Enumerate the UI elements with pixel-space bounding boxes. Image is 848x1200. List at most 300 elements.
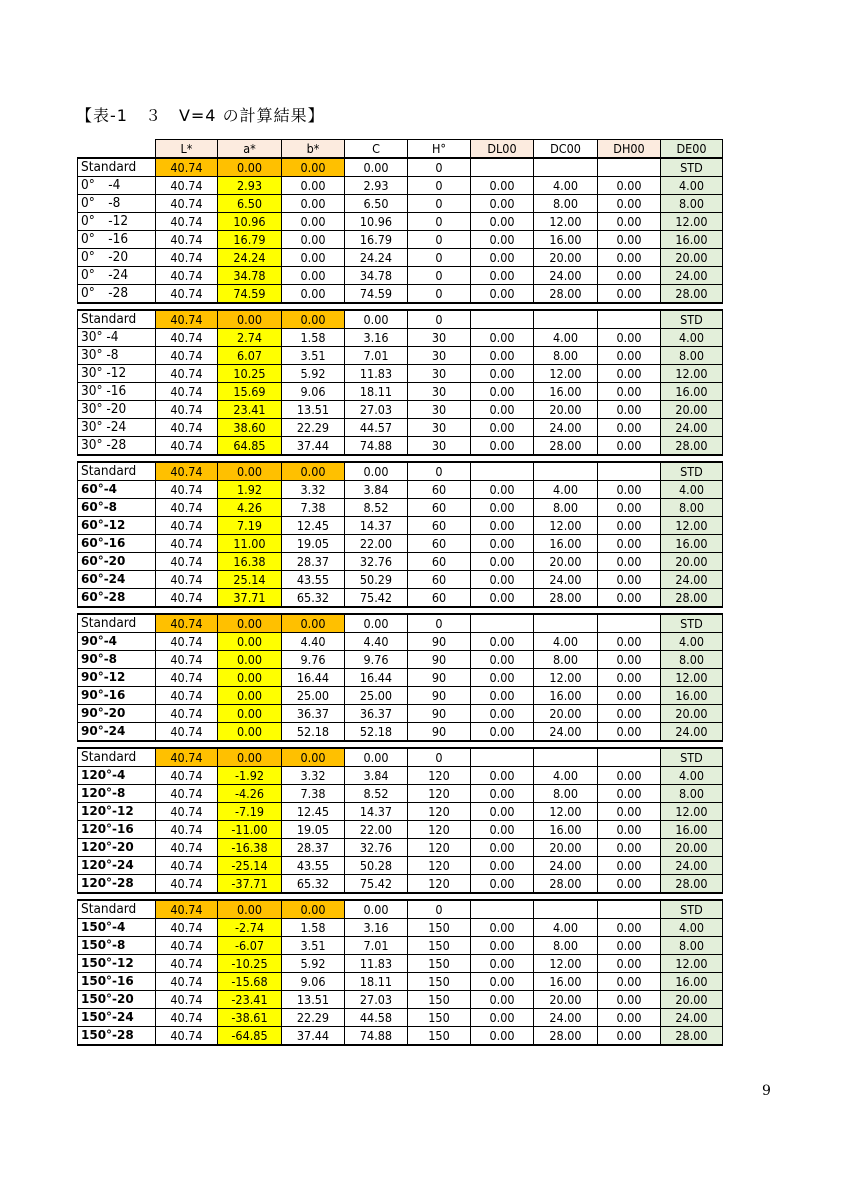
cell-c: 0.00 bbox=[345, 158, 408, 177]
cell-label: 90°-16 bbox=[78, 687, 156, 705]
cell-h: 0 bbox=[408, 310, 471, 329]
cell-dh00: 0.00 bbox=[598, 919, 661, 937]
cell-dc00: 16.00 bbox=[534, 973, 598, 991]
cell-dc00: 12.00 bbox=[534, 517, 598, 535]
cell-dl00: 0.00 bbox=[471, 267, 534, 285]
cell-h: 30 bbox=[408, 437, 471, 456]
cell-de00: 28.00 bbox=[661, 875, 723, 894]
cell-de00: 8.00 bbox=[661, 195, 723, 213]
cell-dh00: 0.00 bbox=[598, 821, 661, 839]
cell-h: 120 bbox=[408, 803, 471, 821]
cell-dh00: 0.00 bbox=[598, 875, 661, 894]
cell-h: 0 bbox=[408, 213, 471, 231]
cell-dc00: 16.00 bbox=[534, 821, 598, 839]
cell-de00: STD bbox=[661, 614, 723, 633]
cell-b: 0.00 bbox=[282, 285, 345, 304]
cell-dl00: 0.00 bbox=[471, 973, 534, 991]
cell-l: 40.74 bbox=[156, 517, 218, 535]
cell-de00: 16.00 bbox=[661, 383, 723, 401]
cell-c: 11.83 bbox=[345, 955, 408, 973]
cell-c: 25.00 bbox=[345, 687, 408, 705]
cell-h: 150 bbox=[408, 1009, 471, 1027]
cell-dc00: 20.00 bbox=[534, 401, 598, 419]
cell-dc00: 20.00 bbox=[534, 705, 598, 723]
cell-c: 74.88 bbox=[345, 437, 408, 456]
cell-c: 6.50 bbox=[345, 195, 408, 213]
cell-dc00: 24.00 bbox=[534, 267, 598, 285]
cell-label: 90°-12 bbox=[78, 669, 156, 687]
cell-a: 0.00 bbox=[218, 651, 282, 669]
cell-b: 0.00 bbox=[282, 213, 345, 231]
cell-c: 4.40 bbox=[345, 633, 408, 651]
cell-l: 40.74 bbox=[156, 401, 218, 419]
cell-de00: STD bbox=[661, 900, 723, 919]
cell-h: 150 bbox=[408, 955, 471, 973]
cell-b: 0.00 bbox=[282, 158, 345, 177]
cell-l: 40.74 bbox=[156, 347, 218, 365]
header-l: L* bbox=[156, 140, 218, 159]
cell-a: 25.14 bbox=[218, 571, 282, 589]
cell-a: 0.00 bbox=[218, 614, 282, 633]
group-separator bbox=[78, 893, 723, 900]
cell-label: 150°-28 bbox=[78, 1027, 156, 1046]
table-row bbox=[78, 633, 723, 651]
cell-dl00: 0.00 bbox=[471, 589, 534, 608]
cell-h: 30 bbox=[408, 419, 471, 437]
cell-b: 3.32 bbox=[282, 481, 345, 499]
cell-dc00: 8.00 bbox=[534, 785, 598, 803]
cell-dc00: 16.00 bbox=[534, 231, 598, 249]
cell-dl00: 0.00 bbox=[471, 651, 534, 669]
cell-a: 11.00 bbox=[218, 535, 282, 553]
cell-dl00: 0.00 bbox=[471, 803, 534, 821]
cell-label: 90°-24 bbox=[78, 723, 156, 742]
cell-de00: STD bbox=[661, 310, 723, 329]
cell-b: 65.32 bbox=[282, 589, 345, 608]
cell-dc00 bbox=[534, 158, 598, 177]
cell-l: 40.74 bbox=[156, 803, 218, 821]
cell-label: 60°-16 bbox=[78, 535, 156, 553]
cell-dl00: 0.00 bbox=[471, 481, 534, 499]
page-number: 9 bbox=[762, 1083, 771, 1099]
cell-de00: 4.00 bbox=[661, 329, 723, 347]
cell-de00: 12.00 bbox=[661, 365, 723, 383]
cell-a: 64.85 bbox=[218, 437, 282, 456]
cell-label: 120°-8 bbox=[78, 785, 156, 803]
cell-dc00: 8.00 bbox=[534, 651, 598, 669]
cell-dl00: 0.00 bbox=[471, 875, 534, 894]
cell-label: 90°-20 bbox=[78, 705, 156, 723]
cell-de00: 20.00 bbox=[661, 839, 723, 857]
table-row bbox=[78, 365, 723, 383]
cell-label: 30° -20 bbox=[78, 401, 156, 419]
cell-dh00: 0.00 bbox=[598, 347, 661, 365]
cell-b: 28.37 bbox=[282, 553, 345, 571]
header-b: b* bbox=[282, 140, 345, 159]
cell-de00: 24.00 bbox=[661, 723, 723, 742]
standard-row bbox=[78, 310, 723, 329]
cell-c: 8.52 bbox=[345, 499, 408, 517]
cell-dh00: 0.00 bbox=[598, 589, 661, 608]
separator-cell bbox=[78, 303, 723, 310]
cell-label: 150°-16 bbox=[78, 973, 156, 991]
group-separator bbox=[78, 741, 723, 748]
table-row bbox=[78, 535, 723, 553]
cell-b: 25.00 bbox=[282, 687, 345, 705]
table-row bbox=[78, 1027, 723, 1046]
cell-l: 40.74 bbox=[156, 821, 218, 839]
cell-l: 40.74 bbox=[156, 723, 218, 742]
cell-dh00: 0.00 bbox=[598, 177, 661, 195]
cell-a: -10.25 bbox=[218, 955, 282, 973]
cell-c: 75.42 bbox=[345, 875, 408, 894]
cell-dl00: 0.00 bbox=[471, 1027, 534, 1046]
cell-h: 90 bbox=[408, 705, 471, 723]
table-row bbox=[78, 499, 723, 517]
cell-label: Standard bbox=[78, 158, 156, 177]
cell-dl00: 0.00 bbox=[471, 329, 534, 347]
cell-dl00: 0.00 bbox=[471, 767, 534, 785]
cell-label: 90°-8 bbox=[78, 651, 156, 669]
cell-l: 40.74 bbox=[156, 249, 218, 267]
cell-l: 40.74 bbox=[156, 669, 218, 687]
cell-dc00: 20.00 bbox=[534, 839, 598, 857]
table-row bbox=[78, 401, 723, 419]
cell-h: 150 bbox=[408, 991, 471, 1009]
cell-c: 18.11 bbox=[345, 383, 408, 401]
cell-h: 150 bbox=[408, 973, 471, 991]
cell-label: Standard bbox=[78, 310, 156, 329]
cell-label: 60°-4 bbox=[78, 481, 156, 499]
cell-a: 0.00 bbox=[218, 158, 282, 177]
cell-dl00: 0.00 bbox=[471, 553, 534, 571]
header-a: a* bbox=[218, 140, 282, 159]
cell-dh00: 0.00 bbox=[598, 633, 661, 651]
cell-h: 120 bbox=[408, 875, 471, 894]
cell-h: 0 bbox=[408, 462, 471, 481]
cell-l: 40.74 bbox=[156, 614, 218, 633]
cell-de00: 4.00 bbox=[661, 481, 723, 499]
cell-de00: 24.00 bbox=[661, 419, 723, 437]
cell-label: 120°-24 bbox=[78, 857, 156, 875]
cell-dh00: 0.00 bbox=[598, 955, 661, 973]
cell-dl00 bbox=[471, 614, 534, 633]
cell-l: 40.74 bbox=[156, 705, 218, 723]
cell-dc00: 28.00 bbox=[534, 875, 598, 894]
cell-dh00: 0.00 bbox=[598, 767, 661, 785]
cell-dc00: 20.00 bbox=[534, 553, 598, 571]
cell-dl00: 0.00 bbox=[471, 633, 534, 651]
cell-dh00: 0.00 bbox=[598, 651, 661, 669]
cell-dc00: 24.00 bbox=[534, 723, 598, 742]
cell-dl00 bbox=[471, 158, 534, 177]
cell-dc00: 16.00 bbox=[534, 687, 598, 705]
cell-dl00: 0.00 bbox=[471, 535, 534, 553]
cell-a: 7.19 bbox=[218, 517, 282, 535]
cell-a: 23.41 bbox=[218, 401, 282, 419]
cell-b: 0.00 bbox=[282, 748, 345, 767]
cell-c: 14.37 bbox=[345, 517, 408, 535]
cell-de00: 8.00 bbox=[661, 937, 723, 955]
cell-dh00: 0.00 bbox=[598, 553, 661, 571]
cell-dh00: 0.00 bbox=[598, 419, 661, 437]
table-row bbox=[78, 177, 723, 195]
cell-label: 30° -4 bbox=[78, 329, 156, 347]
cell-dl00: 0.00 bbox=[471, 687, 534, 705]
table-row bbox=[78, 347, 723, 365]
cell-dh00: 0.00 bbox=[598, 937, 661, 955]
cell-de00: 16.00 bbox=[661, 231, 723, 249]
cell-de00: 20.00 bbox=[661, 991, 723, 1009]
cell-dc00: 4.00 bbox=[534, 481, 598, 499]
header-dc00: DC00 bbox=[534, 140, 598, 159]
cell-l: 40.74 bbox=[156, 785, 218, 803]
cell-dh00: 0.00 bbox=[598, 517, 661, 535]
cell-l: 40.74 bbox=[156, 937, 218, 955]
cell-c: 7.01 bbox=[345, 937, 408, 955]
cell-dc00 bbox=[534, 462, 598, 481]
cell-b: 9.76 bbox=[282, 651, 345, 669]
cell-dc00: 8.00 bbox=[534, 499, 598, 517]
cell-l: 40.74 bbox=[156, 900, 218, 919]
cell-label: 30° -16 bbox=[78, 383, 156, 401]
cell-b: 3.32 bbox=[282, 767, 345, 785]
cell-b: 12.45 bbox=[282, 803, 345, 821]
cell-a: 0.00 bbox=[218, 462, 282, 481]
cell-label: 120°-12 bbox=[78, 803, 156, 821]
cell-dh00: 0.00 bbox=[598, 213, 661, 231]
cell-dl00: 0.00 bbox=[471, 517, 534, 535]
separator-cell bbox=[78, 607, 723, 614]
cell-de00: 8.00 bbox=[661, 651, 723, 669]
cell-l: 40.74 bbox=[156, 462, 218, 481]
cell-h: 0 bbox=[408, 158, 471, 177]
results-table bbox=[77, 139, 723, 1046]
cell-a: -4.26 bbox=[218, 785, 282, 803]
header-label bbox=[78, 140, 156, 159]
cell-l: 40.74 bbox=[156, 231, 218, 249]
cell-c: 75.42 bbox=[345, 589, 408, 608]
cell-dl00: 0.00 bbox=[471, 195, 534, 213]
cell-b: 4.40 bbox=[282, 633, 345, 651]
cell-dc00: 4.00 bbox=[534, 329, 598, 347]
cell-de00: 16.00 bbox=[661, 535, 723, 553]
cell-l: 40.74 bbox=[156, 687, 218, 705]
cell-h: 30 bbox=[408, 365, 471, 383]
cell-dh00: 0.00 bbox=[598, 785, 661, 803]
cell-de00: 20.00 bbox=[661, 705, 723, 723]
cell-c: 3.84 bbox=[345, 767, 408, 785]
cell-label: 120°-20 bbox=[78, 839, 156, 857]
cell-c: 50.28 bbox=[345, 857, 408, 875]
cell-label: 120°-16 bbox=[78, 821, 156, 839]
cell-label: 60°-28 bbox=[78, 589, 156, 608]
cell-b: 5.92 bbox=[282, 955, 345, 973]
cell-h: 120 bbox=[408, 857, 471, 875]
cell-c: 2.93 bbox=[345, 177, 408, 195]
cell-dl00: 0.00 bbox=[471, 213, 534, 231]
cell-h: 120 bbox=[408, 767, 471, 785]
cell-a: -2.74 bbox=[218, 919, 282, 937]
cell-h: 90 bbox=[408, 687, 471, 705]
cell-dc00: 28.00 bbox=[534, 589, 598, 608]
table-row bbox=[78, 1009, 723, 1027]
cell-h: 0 bbox=[408, 195, 471, 213]
cell-dl00: 0.00 bbox=[471, 231, 534, 249]
cell-a: 0.00 bbox=[218, 723, 282, 742]
cell-c: 52.18 bbox=[345, 723, 408, 742]
cell-a: 2.93 bbox=[218, 177, 282, 195]
cell-c: 16.79 bbox=[345, 231, 408, 249]
cell-c: 3.84 bbox=[345, 481, 408, 499]
cell-l: 40.74 bbox=[156, 329, 218, 347]
table-row bbox=[78, 767, 723, 785]
table-row bbox=[78, 571, 723, 589]
cell-b: 1.58 bbox=[282, 919, 345, 937]
cell-b: 9.06 bbox=[282, 383, 345, 401]
table-row bbox=[78, 991, 723, 1009]
cell-h: 0 bbox=[408, 231, 471, 249]
cell-label: 150°-8 bbox=[78, 937, 156, 955]
cell-dc00 bbox=[534, 900, 598, 919]
cell-b: 7.38 bbox=[282, 499, 345, 517]
group-separator bbox=[78, 607, 723, 614]
cell-a: -64.85 bbox=[218, 1027, 282, 1046]
cell-c: 9.76 bbox=[345, 651, 408, 669]
cell-l: 40.74 bbox=[156, 553, 218, 571]
cell-a: -7.19 bbox=[218, 803, 282, 821]
cell-h: 60 bbox=[408, 553, 471, 571]
cell-de00: STD bbox=[661, 158, 723, 177]
cell-l: 40.74 bbox=[156, 857, 218, 875]
cell-dl00: 0.00 bbox=[471, 383, 534, 401]
cell-a: 0.00 bbox=[218, 633, 282, 651]
cell-b: 0.00 bbox=[282, 267, 345, 285]
cell-l: 40.74 bbox=[156, 1027, 218, 1046]
cell-de00: 8.00 bbox=[661, 499, 723, 517]
cell-dl00: 0.00 bbox=[471, 821, 534, 839]
cell-a: -15.68 bbox=[218, 973, 282, 991]
cell-h: 90 bbox=[408, 633, 471, 651]
cell-dc00: 24.00 bbox=[534, 857, 598, 875]
cell-c: 74.88 bbox=[345, 1027, 408, 1046]
standard-row bbox=[78, 900, 723, 919]
cell-l: 40.74 bbox=[156, 481, 218, 499]
cell-c: 11.83 bbox=[345, 365, 408, 383]
cell-dl00 bbox=[471, 310, 534, 329]
cell-label: 0° -28 bbox=[78, 285, 156, 304]
cell-dc00: 12.00 bbox=[534, 669, 598, 687]
cell-dl00: 0.00 bbox=[471, 991, 534, 1009]
table-row bbox=[78, 857, 723, 875]
cell-l: 40.74 bbox=[156, 1009, 218, 1027]
cell-dh00: 0.00 bbox=[598, 669, 661, 687]
cell-de00: 20.00 bbox=[661, 401, 723, 419]
group-separator bbox=[78, 303, 723, 310]
cell-a: 0.00 bbox=[218, 669, 282, 687]
cell-label: 60°-20 bbox=[78, 553, 156, 571]
cell-a: 4.26 bbox=[218, 499, 282, 517]
cell-h: 30 bbox=[408, 347, 471, 365]
table-row bbox=[78, 285, 723, 304]
cell-dh00: 0.00 bbox=[598, 481, 661, 499]
cell-l: 40.74 bbox=[156, 651, 218, 669]
cell-l: 40.74 bbox=[156, 571, 218, 589]
cell-dh00: 0.00 bbox=[598, 267, 661, 285]
cell-l: 40.74 bbox=[156, 973, 218, 991]
table-row bbox=[78, 687, 723, 705]
cell-a: -1.92 bbox=[218, 767, 282, 785]
table-row bbox=[78, 669, 723, 687]
cell-h: 120 bbox=[408, 821, 471, 839]
header-c: C bbox=[345, 140, 408, 159]
cell-h: 90 bbox=[408, 723, 471, 742]
cell-dh00: 0.00 bbox=[598, 195, 661, 213]
cell-l: 40.74 bbox=[156, 285, 218, 304]
cell-c: 3.16 bbox=[345, 919, 408, 937]
cell-l: 40.74 bbox=[156, 919, 218, 937]
cell-c: 36.37 bbox=[345, 705, 408, 723]
cell-de00: 20.00 bbox=[661, 553, 723, 571]
cell-dl00: 0.00 bbox=[471, 723, 534, 742]
cell-l: 40.74 bbox=[156, 158, 218, 177]
cell-dc00: 24.00 bbox=[534, 1009, 598, 1027]
cell-label: 120°-4 bbox=[78, 767, 156, 785]
cell-h: 0 bbox=[408, 267, 471, 285]
cell-l: 40.74 bbox=[156, 955, 218, 973]
cell-a: -25.14 bbox=[218, 857, 282, 875]
cell-a: -23.41 bbox=[218, 991, 282, 1009]
table-row bbox=[78, 267, 723, 285]
cell-dh00: 0.00 bbox=[598, 839, 661, 857]
cell-b: 0.00 bbox=[282, 462, 345, 481]
cell-de00: 12.00 bbox=[661, 955, 723, 973]
cell-dh00: 0.00 bbox=[598, 231, 661, 249]
cell-de00: 28.00 bbox=[661, 285, 723, 304]
cell-dl00: 0.00 bbox=[471, 839, 534, 857]
cell-h: 60 bbox=[408, 571, 471, 589]
cell-dl00: 0.00 bbox=[471, 437, 534, 456]
cell-dh00: 0.00 bbox=[598, 499, 661, 517]
cell-de00: 12.00 bbox=[661, 803, 723, 821]
cell-label: 0° -20 bbox=[78, 249, 156, 267]
cell-b: 16.44 bbox=[282, 669, 345, 687]
cell-dl00 bbox=[471, 462, 534, 481]
cell-b: 52.18 bbox=[282, 723, 345, 742]
cell-l: 40.74 bbox=[156, 267, 218, 285]
cell-b: 37.44 bbox=[282, 1027, 345, 1046]
cell-dh00 bbox=[598, 614, 661, 633]
cell-label: 0° -4 bbox=[78, 177, 156, 195]
cell-dc00 bbox=[534, 310, 598, 329]
cell-dh00: 0.00 bbox=[598, 1009, 661, 1027]
header-h: H° bbox=[408, 140, 471, 159]
cell-a: 74.59 bbox=[218, 285, 282, 304]
cell-de00: 4.00 bbox=[661, 767, 723, 785]
cell-h: 0 bbox=[408, 177, 471, 195]
cell-dc00: 20.00 bbox=[534, 991, 598, 1009]
table-row bbox=[78, 213, 723, 231]
cell-l: 40.74 bbox=[156, 365, 218, 383]
cell-label: Standard bbox=[78, 748, 156, 767]
cell-a: 6.07 bbox=[218, 347, 282, 365]
cell-b: 36.37 bbox=[282, 705, 345, 723]
table-row bbox=[78, 651, 723, 669]
cell-label: 0° -16 bbox=[78, 231, 156, 249]
cell-l: 40.74 bbox=[156, 875, 218, 894]
table-row bbox=[78, 589, 723, 608]
cell-a: 10.96 bbox=[218, 213, 282, 231]
